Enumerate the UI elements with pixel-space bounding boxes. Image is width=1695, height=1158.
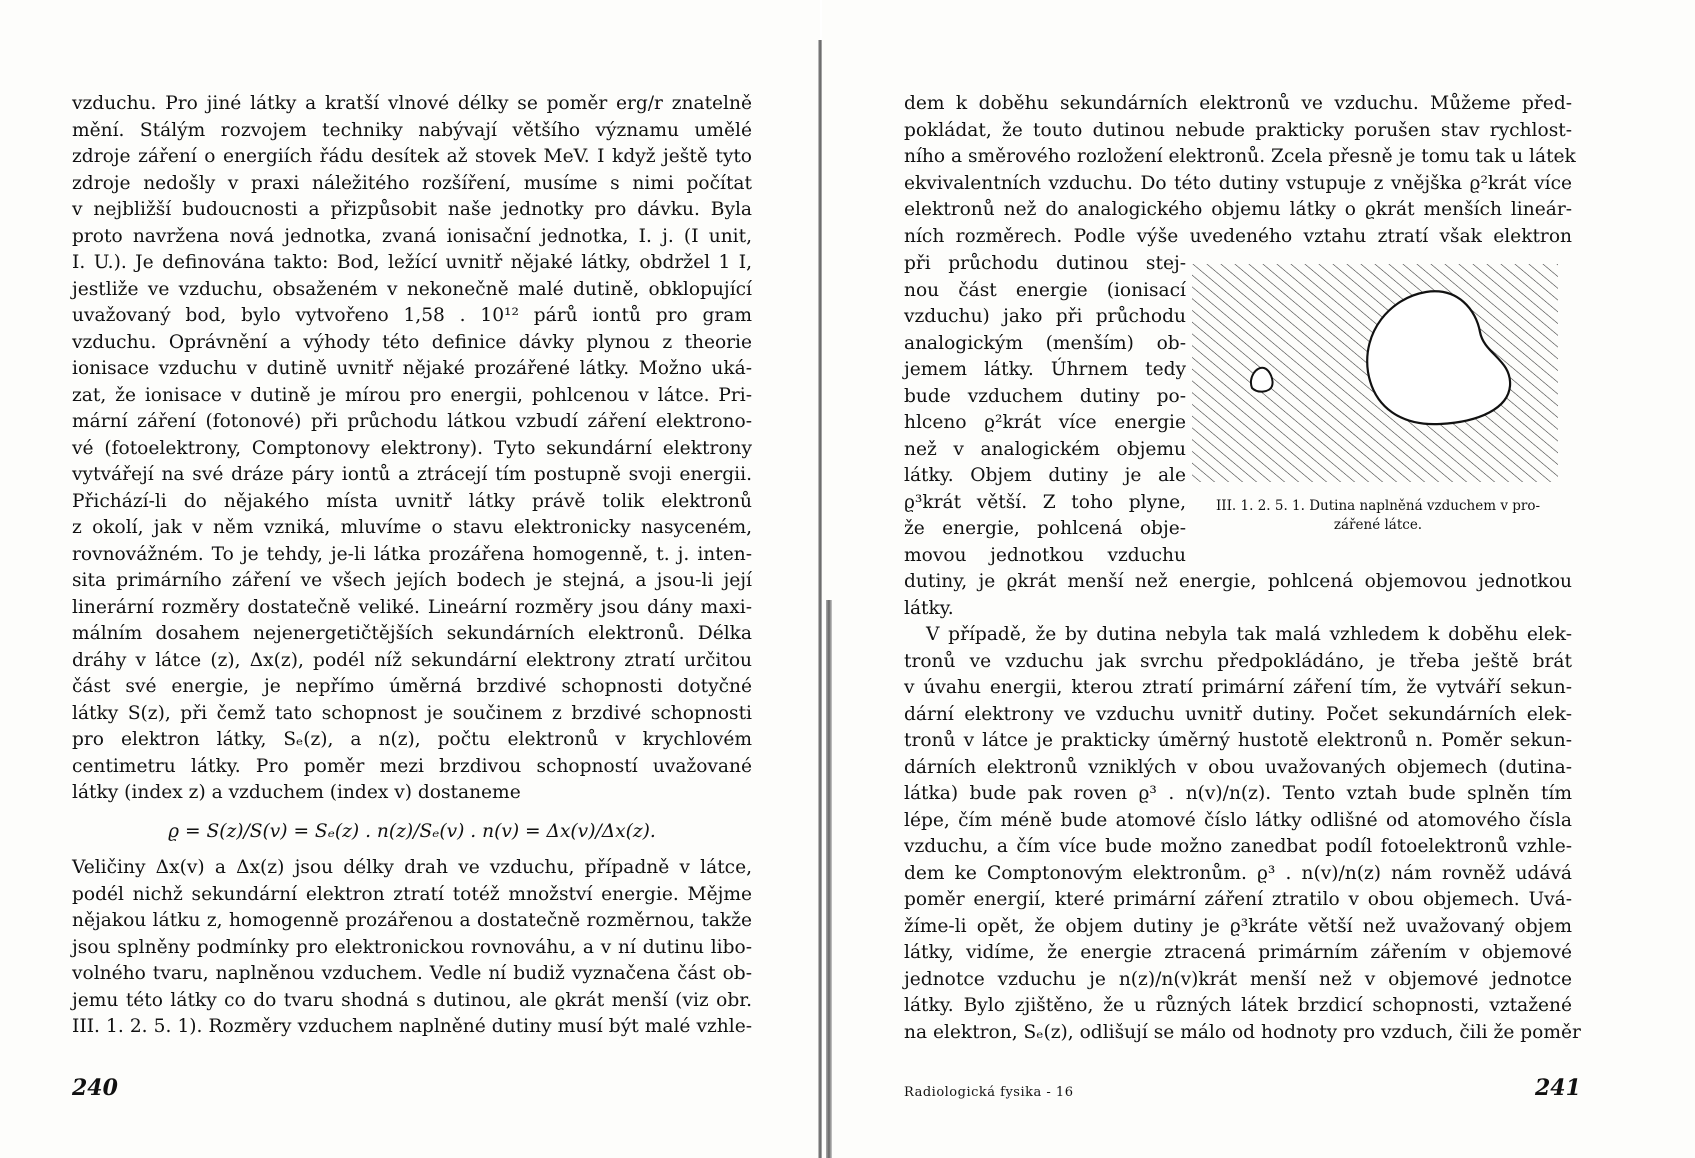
text-line: zdroje nedošly v praxi náležitého rozšíření, musíme s nimi počítat	[72, 172, 752, 194]
left-paragraph-continued	[72, 855, 752, 1041]
text-line: mění. Stálým rozvojem techniky nabývají většího významu umělé	[72, 119, 752, 141]
text-line: zat, že ionisace v dutině je mírou pro energii, pohlcenou v látce. Pri-	[72, 384, 752, 406]
text-line: ních rozměrech. Podle výše uvedeného vztahu ztratí však elektron	[904, 225, 1572, 247]
text-line: I. U.). Je definována takto: Bod, ležící uvnitř nějaké látky, obdržel 1 I,	[72, 252, 752, 273]
text-line: látka) bude pak roven ϱ³ . n(v)/n(z). Tento vztah bude splněn tím	[904, 783, 1572, 804]
text-line: movou jednotkou vzduchu	[904, 544, 1186, 566]
text-line: zdroje záření o energiích řádu desítek až stovek MeV. I když ještě tyto	[72, 146, 752, 167]
page-number-left: 240	[72, 1075, 118, 1101]
figure-caption-line: zářené látce.	[1333, 517, 1423, 533]
text-line: nějakou látku z, homogenně prozářenou a dostatečně rozměrnou, takže	[72, 910, 752, 931]
text-line: jsou splněny podmínky pro elektronickou rovnováhu, a v ní dutinu libo-	[72, 936, 752, 958]
right-paragraph-top	[904, 91, 1576, 250]
cavity-figure	[1190, 262, 1560, 484]
book-gutter	[818, 40, 822, 1158]
figure-caption-line: III. 1. 2. 5. 1. Dutina naplněná vzduchem v pro-	[1215, 498, 1541, 514]
text-line: než v analogickém objemu	[904, 438, 1186, 460]
text-line: poměr energií, které primární záření ztratilo v obou objemech. Uvá-	[904, 889, 1572, 910]
text-line: dutiny, je ϱkrát menší než energie, pohlcená objemovou jednotkou	[904, 571, 1572, 592]
text-line: vytvářejí na své dráze páry iontů a ztrácejí tím postupně svoji energii.	[72, 464, 752, 485]
text-line: ϱ³krát větší. Z toho plyne,	[904, 491, 1186, 513]
text-line: žíme-li opět, že objem dutiny je ϱ³kráte větší než uvažovaný objem	[904, 915, 1572, 937]
text-line: pokládat, že touto dutinou nebude prakticky porušen stav rychlost-	[904, 119, 1572, 141]
text-line: III. 1. 2. 5. 1). Rozměry vzduchem naplněné dutiny musí být malé vzhle-	[72, 1016, 752, 1037]
stopping-power-equation: ϱ = S(z)/S(v) = Sₑ(z) . n(z)/Sₑ(v) . n(v) = Δx(v)/Δx(z).	[168, 820, 656, 842]
text-line: jednotce vzduchu je n(z)/n(v)krát menší než v objemové jednotce	[904, 968, 1572, 990]
text-line: jemem látky. Úhrnem tedy	[904, 359, 1186, 380]
text-line: ekvivalentních vzduchu. Do této dutiny vstupuje z vnějška ϱ²krát více	[904, 172, 1572, 194]
text-line: vzduchu) jako při průchodu	[904, 306, 1186, 327]
text-line: vzduchu. Oprávnění a výhody této definice dávky plynou z theorie	[72, 331, 752, 353]
text-line: jestliže ve vzduchu, obsaženém v nekonečně malé dutině, obklopující	[72, 278, 752, 300]
text-line: jemu této látky co do tvaru shodná s dutinou, ale ϱkrát menší (viz obr.	[72, 989, 752, 1011]
right-paragraph-wrapped	[904, 251, 1186, 569]
text-line: látky.	[904, 597, 954, 619]
text-line: podél nichž sekundární elektron ztratí totéž množství energie. Mějme	[72, 883, 752, 905]
text-line: z okolí, jak v něm vzniká, mluvíme o stavu elektronicky nasyceném,	[72, 517, 752, 538]
text-line: v úvahu energii, kterou ztratí primární záření tím, že vytváří sekun-	[904, 677, 1572, 698]
text-line: část své energie, je nepřímo úměrná brzdivé schopnosti dotyčné	[72, 676, 752, 697]
text-line: hlceno ϱ²krát více energie	[904, 412, 1186, 433]
text-line: linerární rozměry dostatečně veliké. Lineární rozměry jsou dány maxi-	[72, 596, 752, 618]
text-line: tronů v látce je prakticky úměrný hustotě elektronů n. Poměr sekun-	[904, 730, 1572, 751]
text-line: centimetru látky. Pro poměr mezi brzdivou schopností uvažované	[72, 755, 752, 777]
text-line: elektronů než do analogického objemu látky o ϱkrát menších lineár-	[904, 199, 1572, 220]
text-line: V případě, že by dutina nebyla tak malá vzhledem k doběhu elek-	[926, 624, 1572, 645]
page-footer: Radiologická fysika - 16	[904, 1085, 1074, 1100]
text-line: volného tvaru, naplněnou vzduchem. Vedle ní budiž vyznačena část ob-	[72, 963, 752, 984]
text-line: ního a směrového rozložení elektronů. Zcela přesně je tomu tak u látek	[904, 146, 1576, 167]
left-paragraph	[72, 91, 752, 807]
text-line: vzduchu, a čím více bude možno zanedbat podíl fotoelektronů vzhle-	[904, 836, 1572, 857]
text-line: proto navržena nová jednotka, zvaná ionisační jednotka, I. j. (I unit,	[72, 225, 752, 247]
text-line: Veličiny Δx(v) a Δx(z) jsou délky drah ve vzduchu, případně v látce,	[72, 857, 752, 878]
text-line: dráhy v látce (z), Δx(z), podél níž sekundární elektrony ztratí určitou	[72, 649, 752, 671]
text-line: dem ke Comptonovým elektronům. ϱ³ . n(v)/n(z) nám rovněž udává	[904, 862, 1572, 884]
left-page-text	[72, 91, 752, 1041]
text-line: málním dosahem nejenergetičtějších sekundárních elektronů. Délka	[72, 623, 752, 644]
text-line: ionisace vzduchu v dutině uvnitř nějaké prozářené látky. Možno uká-	[72, 358, 752, 379]
text-line: tronů ve vzduchu jak svrchu předpokládáno, je třeba ještě brát	[904, 650, 1572, 672]
air-cavity-small	[1251, 368, 1273, 392]
text-line: na elektron, Sₑ(z), odlišují se málo od hodnoty pro vzduch, čili že poměr	[904, 1021, 1581, 1043]
text-line: látky (index z) a vzduchem (index v) dostaneme	[72, 782, 521, 803]
text-line: v nejbližší budoucnosti a přizpůsobit naše jednotky pro dávku. Byla	[72, 199, 752, 220]
text-line: pro elektron látky, Sₑ(z), a n(z), počtu elektronů v krychlovém	[72, 729, 752, 750]
text-line: dárních elektronů vzniklých v obou uvažovaných objemech (dutina-	[904, 756, 1572, 778]
text-line: sita primárního záření ve všech jejích bodech je stejná, a jsou-li její	[72, 570, 752, 591]
text-line: vzduchu. Pro jiné látky a kratší vlnové délky se poměr erg/r znatelně	[72, 93, 752, 114]
text-line: při průchodu dutinou stej-	[904, 253, 1186, 274]
right-paragraph-bottom	[904, 569, 1581, 1046]
text-line: dem k doběhu sekundárních elektronů ve vzduchu. Můžeme před-	[904, 93, 1572, 114]
text-line: lépe, čím méně bude atomové číslo látky odlišné od atomového čísla	[904, 809, 1572, 831]
text-line: látky, vidíme, že energie ztracená primárním zářením v objemové	[904, 942, 1572, 963]
text-line: bude vzduchem dutiny po-	[904, 385, 1186, 407]
figure-caption	[1188, 497, 1568, 535]
text-line: látky. Objem dutiny je ale	[904, 465, 1186, 486]
text-line: rovnovážném. To je tehdy, je-li látka prozářena homogenně, t. j. inten-	[72, 543, 752, 565]
text-line: Přichází-li do nějakého místa uvnitř látky právě tolik elektronů	[72, 490, 752, 512]
text-line: vé (fotoelektrony, Comptonovy elektrony). Tyto sekundární elektrony	[72, 437, 752, 459]
text-line: uvažovaný bod, bylo vytvořeno 1,58 . 10¹² párů iontů pro gram	[72, 305, 752, 326]
text-line: látky S(z), při čemž tato schopnost je součinem z brzdivé schopnosti	[72, 702, 752, 724]
book-gutter-shadow	[826, 600, 832, 1158]
text-line: dární elektrony ve vzduchu uvnitř dutiny. Počet sekundárních elek-	[904, 703, 1572, 725]
text-line: látky. Bylo zjištěno, že u různých látek brzdicí schopnosti, vztažené	[904, 995, 1572, 1016]
text-line: že energie, pohlcená obje-	[904, 518, 1186, 539]
text-line: mární záření (fotonové) při průchodu látkou vzbudí záření elektrono-	[72, 411, 752, 432]
page-number-right: 241	[1535, 1075, 1581, 1101]
text-line: analogickým (menším) ob-	[904, 332, 1186, 354]
text-line: nou část energie (ionisací	[904, 279, 1186, 301]
